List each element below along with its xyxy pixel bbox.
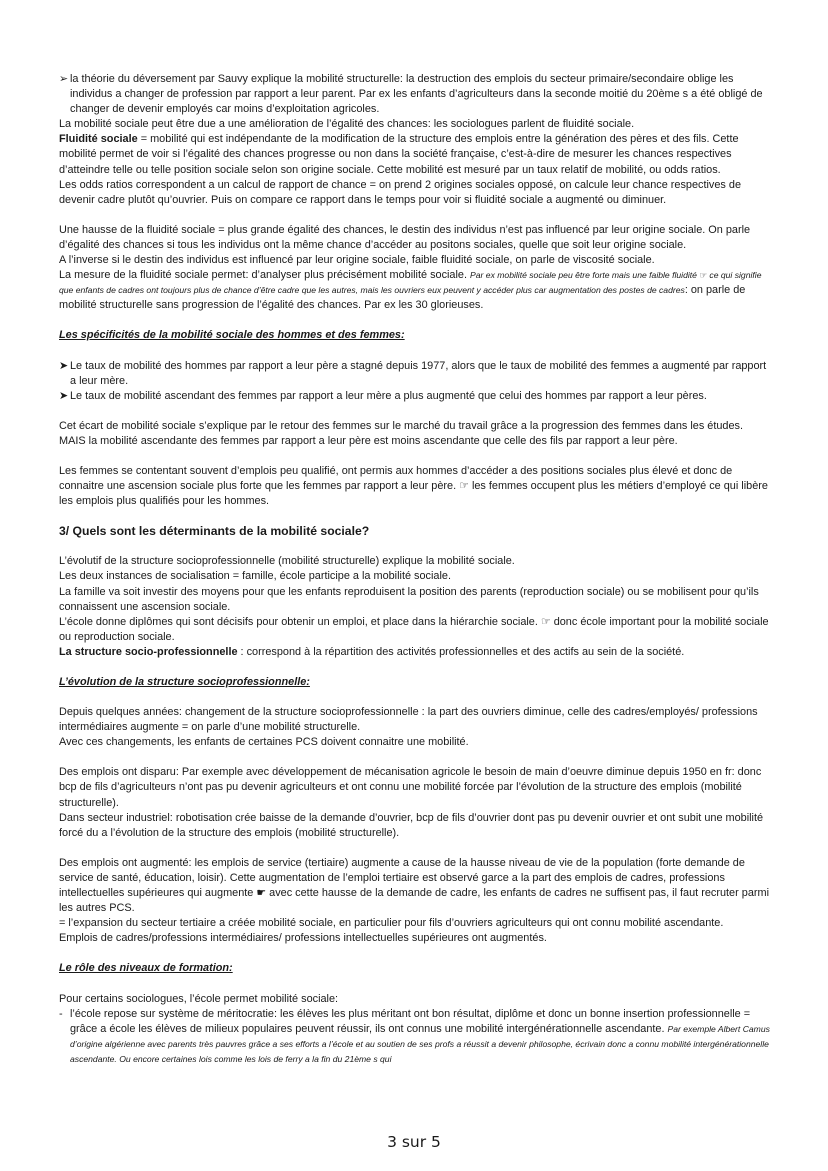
arrow-bullet-icon: ➤	[59, 359, 69, 372]
paragraph: Emplois de cadres/professions intermédiaires/ professions intellectuelles supérieures ont augmentés.	[59, 932, 547, 945]
key-term: Fluidité sociale	[59, 133, 138, 146]
chapter-heading: 3/ Quels sont les déterminants de la mobilité sociale?	[59, 524, 370, 539]
section-heading: Les spécificités de la mobilité sociale des hommes et des femmes:	[59, 329, 405, 342]
paragraph: La mesure de la fluidité sociale permet: d’analyser plus précisément mobilité sociale. Par ex mobilité sociale peu être forte mais une faible fluidité ☞ ce qui signifie que enfants de cadres ont toujours plus de chance d’être cadre que les autres, mais les ouvriers eux peuvent y accéder plus car augmentation des postes de cadres: on parle de mobilité structurelle sans progression de l’égalité des chances. Par ex les 30 glorieuses.	[59, 269, 762, 312]
section-heading: Le rôle des niveaux de formation:	[59, 962, 233, 975]
paragraph: Avec ces changements, les enfants de certaines PCS doivent connaitre une mobilité.	[59, 736, 469, 749]
arrow-bullet-icon: ➢	[59, 73, 69, 85]
section-heading: L’évolution de la structure socioprofessionnelle:	[59, 676, 310, 688]
paragraph: Fluidité sociale = mobilité qui est indépendante de la modification de la structure des emplois entre la génération des pères et des fils. Cette mobilité permet de voir si l’égalité des chances progresse ou non dans la société française, c’est-à-dire de mesurer les chances respectives d’atteindre telle ou telle position sociale selon son origine sociale. Cette mobilité est mesuré par un taux relatif de mobilité, ou odds ratios.	[59, 133, 739, 176]
document-page	[59, 72, 771, 1067]
bullet-item: ➢ la théorie du déversement par Sauvy explique la mobilité structurelle: la destruction des emplois du secteur primaire/secondaire oblige les individus a changer de profession par rapport a leur parent. Par ex les enfants d’agriculteurs dans la seconde moitié du 20ème s a été obligé de changer de devenir employés car moins d’exploitation agricoles.	[59, 73, 763, 116]
paragraph: Les odds ratios correspondent a un calcul de rapport de chance = on prend 2 origines sociales opposé, on calcule leur chance respectives de devenir cadre plutôt qu’ouvrier. Puis on compare ce rapport dans le temps pour voir si fluidité sociale a augmenté ou diminuer.	[59, 178, 741, 206]
paragraph: La famille va soit investir des moyens pour que les enfants reproduisent la position des parents (reproduction sociale) ou se mobilisent pour qu’ils connaissent une ascension sociale.	[59, 585, 759, 613]
page-number: 3 sur 5	[387, 1133, 441, 1151]
paragraph: La structure socio-professionnelle : correspond à la répartition des activités professionnelles et des actifs au sein de la société.	[59, 645, 685, 658]
arrow-bullet-icon: ➤	[59, 389, 69, 402]
paragraph: Cet écart de mobilité sociale s’explique par le retour des femmes sur le marché du travail grâce a la progression des femmes dans les études.	[59, 419, 744, 432]
key-term: La structure socio-professionnelle	[59, 645, 238, 658]
paragraph: Les femmes se contentant souvent d’emplois peu qualifié, ont permis aux hommes d’accéder a des positions sociales plus élevé et donc de connaitre une ascension sociale plus forte que les femmes par rapport a leur père. ☞ les femmes occupent plus les métiers d’employé ce qui libère les emplois plus qualifiés pour les hommes.	[59, 464, 768, 508]
paragraph: Des emplois ont augmenté: les emplois de service (tertiaire) augmente a cause de la hausse niveau de vie de la population (forte demande de service de santé, éducation, loisir). Cette augmentation de l’emploi tertiaire est observé garce a la part des emplois de cadres, professions intellectuelles supérieures qui augmente ☛ avec cette hausse de la demande de cadre, les enfants de cadres ne suffisent pas, il faut recruter parmi les autres PCS.	[59, 856, 769, 915]
paragraph: Des emplois ont disparu: Par exemple avec développement de mécanisation agricole le besoin de main d’oeuvre diminue depuis 1950 en fr: donc bcp de fils d’agriculteurs n’ont pas pu devenir agriculteurs et ont connu une mobilité forcée par l’évolution de la structure des emplois (mobilité structurelle).	[59, 766, 762, 809]
bullet-item: ➤ Le taux de mobilité ascendant des femmes par rapport a leur mère a plus augmenté que celui des hommes par rapport a leur pères.	[59, 389, 771, 404]
paragraph: L’école donne diplômes qui sont décisifs pour obtenir un emploi, et place dans la hiérarchie sociale. ☞ donc école important pour la mobilité sociale ou reproduction sociale.	[59, 615, 769, 643]
note-text: Par ex mobilité sociale peu être forte mais une faible fluidité ☞ ce qui signifie que enfants de cadres ont toujours plus de chance d’être cadre que les autres, mais les ouvriers eux peuvent y accéder plus car augmentation des postes de cadres	[59, 270, 762, 296]
paragraph: MAIS la mobilité ascendante des femmes par rapport a leur père est moins ascendante que celle des fils par rapport a leur père.	[59, 434, 678, 447]
dash-bullet-icon: -	[59, 1007, 63, 1020]
paragraph: Les deux instances de socialisation = famille, école participe a la mobilité sociale.	[59, 570, 451, 583]
bullet-item: ➤ Le taux de mobilité des hommes par rapport a leur père a stagné depuis 1977, alors que le taux de mobilité des femmes a augmenté par rapport a leur mère.	[59, 359, 767, 387]
paragraph: Depuis quelques années: changement de la structure socioprofessionnelle : la part des ouvriers diminue, celle des cadres/employés/ professions intermédiaires augmente = on parle d’une mobilité structurelle.	[59, 706, 758, 734]
paragraph: Pour certains sociologues, l’école permet mobilité sociale:	[59, 992, 339, 1005]
note-text: Par exemple Albert Camus d’origine algérienne avec parents très pauvres grâce a ses efforts a l’école et au soutien de ses profs a réussit a devenir philosophe, écrivain donc a connu mobilité intergénérationnelle ascendante. Ou encore certaines lois comme les lois de ferry a la fin du 21ème s qui	[70, 1023, 770, 1064]
paragraph: Une hausse de la fluidité sociale = plus grande égalité des chances, le destin des individus n’est pas influencé par leur origine sociale. On parle d’égalité des chances si tous les individus ont la même chance d’accéder au positons sociales, quelle que soit leur origine sociale.	[59, 223, 751, 251]
paragraph: La mobilité sociale peut être due a une amélioration de l’égalité des chances: les sociologues parlent de fluidité sociale.	[59, 118, 635, 131]
paragraph: Dans secteur industriel: robotisation crée baisse de la demande d’ouvrier, bcp de fils d’ouvrier dont pas pu devenir ouvrier et ont subit une mobilité forcé du a l’évolution de la structure des emplois (mobilité structurelle).	[59, 811, 764, 839]
paragraph: L’évolutif de la structure socioprofessionnelle (mobilité structurelle) explique la mobilité sociale.	[59, 555, 515, 568]
paragraph: A l’inverse si le destin des individus est influencé par leur origine sociale, faible fluidité sociale, on parle de viscosité sociale.	[59, 254, 655, 267]
paragraph: = l’expansion du secteur tertiaire a créée mobilité sociale, en particulier pour fils d’ouvriers agriculteurs qui ont connu mobilité ascendante.	[59, 917, 724, 930]
dash-item: - l’école repose sur système de méritocratie: les élèves les plus méritant ont bon résultat, diplôme et donc un bonne insertion professionnelle = grâce a école les élèves de milieux populaires peuvent réussir, ils ont connus une mobilité intergénérationnelle ascendante. Par exemple Albert Camus d’origine algérienne avec parents très pauvres grâce a ses efforts a l’école et au soutien de ses profs a réussit a devenir philosophe, écrivain donc a connu mobilité intergénérationnelle ascendante. Ou encore certaines lois comme les lois de ferry a la fin du 21ème s qui	[59, 1007, 770, 1064]
